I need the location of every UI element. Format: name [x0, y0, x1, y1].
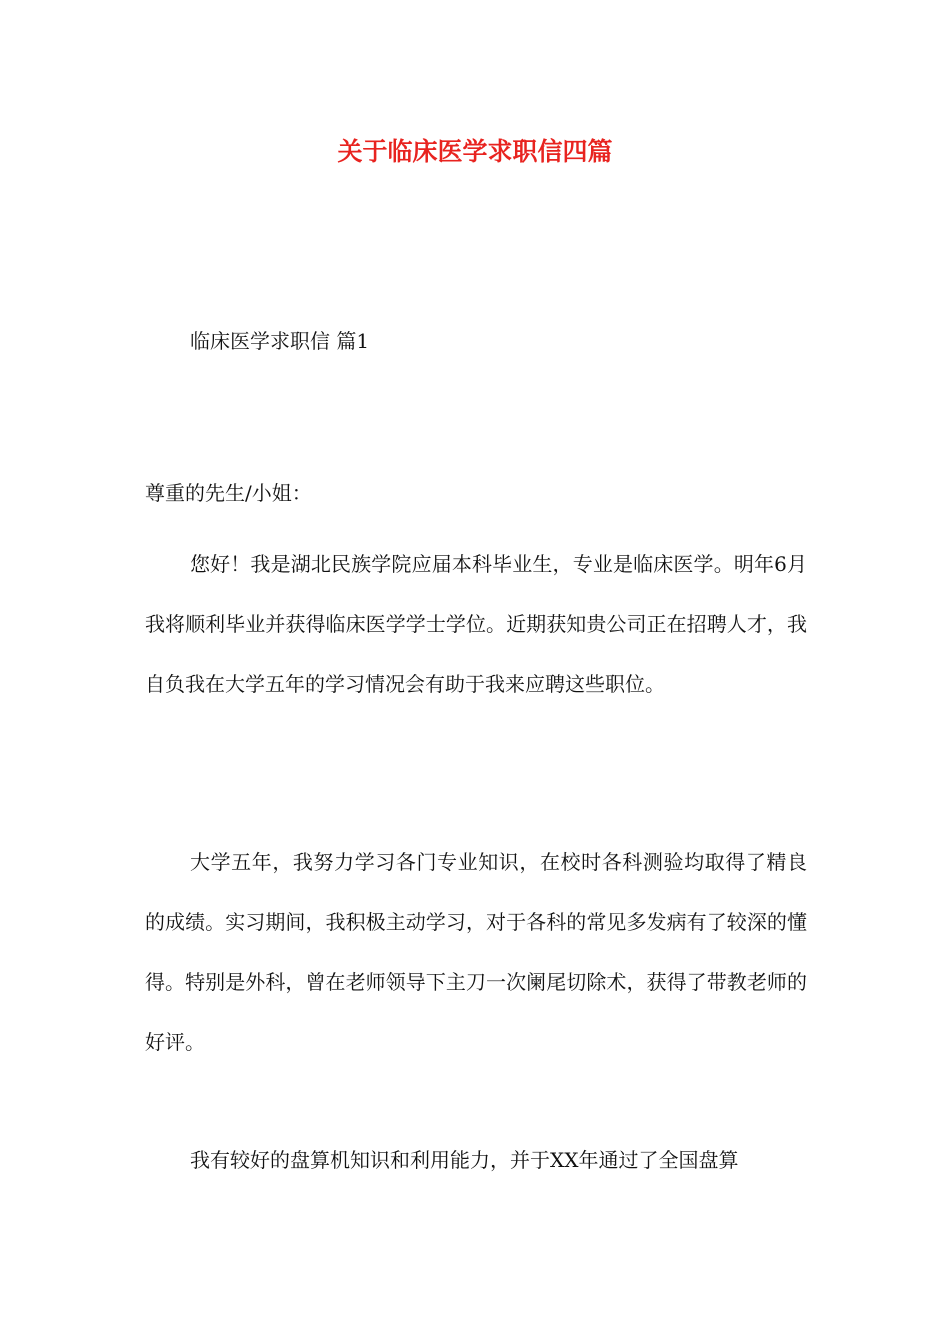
- paragraph-2: 大学五年，我努力学习各门专业知识，在校时各科测验均取得了精良的成绩。实习期间，我积极主动学习，对于各科的常见多发病有了较深的懂得。特别是外科，曾在老师领导下主刀一次阑尾切除术，获得了带教老师的好评。: [145, 850, 807, 1054]
- paragraph-3: 我有较好的盘算机知识和利用能力，并于XX年通过了全国盘算: [190, 1148, 739, 1172]
- paragraph-1: 您好！我是湖北民族学院应届本科毕业生，专业是临床医学。明年6月我将顺利毕业并获得临床医学学士学位。近期获知贵公司正在招聘人才，我自负我在大学五年的学习情况会有助于我来应聘这些职位。: [145, 552, 807, 696]
- section-heading: 临床医学求职信 篇1: [190, 329, 370, 353]
- salutation: 尊重的先生/小姐：: [145, 481, 312, 505]
- page-title: 关于临床医学求职信四篇: [337, 137, 613, 166]
